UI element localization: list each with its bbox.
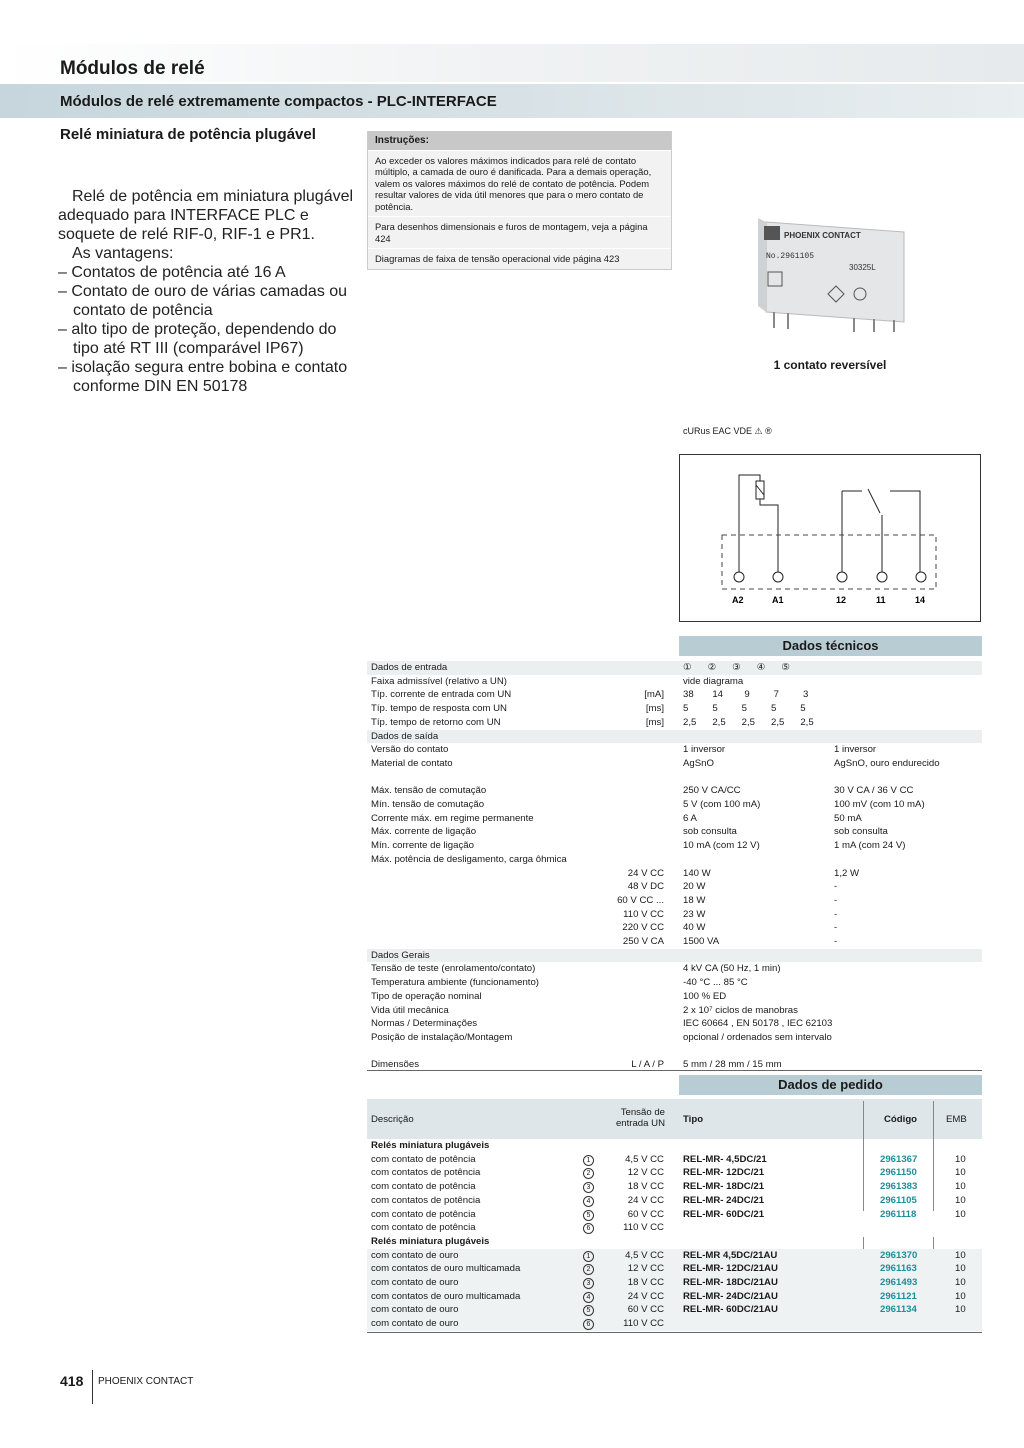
- order-voltage: 24 V CC: [627, 1290, 664, 1302]
- spec-unit: [560, 812, 664, 826]
- order-voltage: 60 V CC: [627, 1208, 664, 1220]
- spec-value-alt: 1 mA (com 24 V): [834, 840, 906, 852]
- spec-unit: 250 V CA: [622, 936, 664, 947]
- spec-unit: [560, 1031, 664, 1045]
- order-index: [583, 1317, 594, 1331]
- title-bar: [0, 44, 1024, 82]
- spec-unit: [560, 825, 664, 839]
- spec-value-alt: 100 mV (com 10 mA): [834, 799, 925, 810]
- spec-value-alt: -: [834, 922, 838, 934]
- spec-unit: [560, 798, 664, 812]
- index-circle: 2: [583, 1264, 594, 1275]
- spec-label: Dados de entrada: [371, 662, 448, 673]
- section-title: Relé miniatura de potência plugável: [60, 126, 316, 143]
- spec-unit: [mA]: [644, 689, 664, 701]
- spec-label: Máx. corrente de ligação: [371, 826, 477, 838]
- bullet: – Contato de ouro de várias camadas ou contato de potência: [58, 283, 348, 319]
- spec-value: 38 14 9 7 3: [683, 689, 809, 701]
- spec-unit: L / A / P: [631, 1059, 664, 1071]
- col-codigo: Código: [884, 1114, 918, 1125]
- order-desc: com contatos de potência: [371, 1194, 481, 1206]
- terminal-label: A2: [732, 595, 744, 605]
- order-data-header: Dados de pedido: [679, 1075, 982, 1095]
- order-emb: 10: [955, 1249, 966, 1261]
- col-voltage: Tensão de entrada UN: [615, 1107, 665, 1129]
- index-circle: 5: [583, 1305, 594, 1316]
- order-desc: com contato de ouro: [371, 1277, 459, 1288]
- spec-value-alt: 1 inversor: [834, 744, 877, 756]
- spec-label: Material de contato: [371, 757, 453, 769]
- spec-value-alt: 30 V CA / 36 V CC: [834, 785, 914, 797]
- page-subtitle: Módulos de relé extremamente compactos - PLC-INTERFACE: [60, 93, 497, 110]
- spec-value: 2 x 10⁷ ciclos de manobras: [683, 1004, 798, 1016]
- spec-value: 1 inversor: [683, 744, 726, 756]
- subtitle-bar: [0, 84, 1024, 118]
- spec-unit: [560, 1004, 664, 1018]
- section-band: [367, 949, 982, 963]
- terminal-label: 12: [836, 595, 847, 605]
- spec-label: Mín. tensão de comutação: [371, 799, 485, 810]
- index-circle: 6: [583, 1223, 594, 1234]
- order-code: 2961134: [880, 1304, 917, 1316]
- order-tipo: REL-MR 4,5DC/21AU: [683, 1249, 778, 1261]
- col-tipo: Tipo: [683, 1114, 704, 1125]
- advantages-title: As vantagens:: [72, 245, 174, 262]
- spec-label: Típ. tempo de resposta com UN: [371, 703, 507, 715]
- instruction-item: Ao exceder os valores máximos indicados para relé de contato múltiplo, a camada de ouro é danificada. Para a demais operação, valem os valores máximos do relé de contato de potência. Podem resultar valores de vida útil menores que para o mero contato de potência.: [368, 150, 671, 217]
- spec-unit: [560, 771, 664, 785]
- order-emb: 10: [955, 1304, 966, 1316]
- spec-unit: [560, 962, 664, 976]
- spec-value-alt: 50 mA: [834, 812, 862, 824]
- order-desc: com contato de ouro: [371, 1304, 459, 1316]
- order-desc: com contato de potência: [371, 1153, 476, 1165]
- order-desc: com contatos de ouro multicamada: [371, 1263, 521, 1275]
- spec-unit: 220 V CC: [622, 922, 664, 934]
- order-voltage: 4,5 V CC: [625, 1153, 664, 1165]
- order-emb: 10: [955, 1194, 966, 1206]
- spec-value: IEC 60664 , EN 50178 , IEC 62103: [683, 1018, 833, 1030]
- spec-unit: [560, 839, 664, 853]
- tech-data-header: Dados técnicos: [679, 636, 982, 656]
- order-tipo: REL-MR- 24DC/21AU: [683, 1290, 778, 1302]
- order-emb: 10: [955, 1167, 966, 1179]
- order-tipo: REL-MR- 18DC/21: [683, 1181, 765, 1193]
- index-circle: 4: [583, 1196, 594, 1207]
- order-desc: com contatos de potência: [371, 1167, 481, 1179]
- order-index: [583, 1290, 594, 1304]
- spec-unit: 24 V CC: [627, 867, 664, 879]
- spec-value: sob consulta: [683, 826, 737, 838]
- index-circle: 1: [583, 1155, 594, 1166]
- order-index: [583, 1249, 594, 1263]
- spec-value: 6 A: [683, 812, 697, 824]
- spec-unit: [560, 743, 664, 757]
- order-index: [583, 1276, 594, 1290]
- order-emb: 10: [955, 1181, 966, 1193]
- relay-brand: PHOENIX CONTACT: [784, 231, 861, 240]
- spec-value: AgSnO: [683, 757, 714, 769]
- spec-label: Tipo de operação nominal: [371, 990, 482, 1002]
- terminal-label: 14: [915, 595, 926, 605]
- order-index: [583, 1221, 594, 1235]
- order-index: [583, 1166, 594, 1180]
- order-index: [583, 1180, 594, 1194]
- spec-value-alt: -: [834, 894, 838, 906]
- terminal-label: A1: [772, 595, 784, 605]
- intro-paragraph: Relé de potência em miniatura plugável adequado para INTERFACE PLC e soquete de relé RIF-0, RIF-1 e PR1.: [58, 188, 354, 243]
- order-voltage: 24 V CC: [627, 1194, 664, 1206]
- spec-unit: [560, 730, 664, 744]
- spec-value: 23 W: [683, 908, 706, 920]
- bullet: – isolação segura entre bobina e contato conforme DIN EN 50178: [58, 359, 348, 395]
- order-code: 2961105: [880, 1194, 917, 1206]
- order-voltage: 4,5 V CC: [625, 1249, 664, 1261]
- spec-label: Vida útil mecânica: [371, 1004, 449, 1016]
- product-caption: 1 contato reversível: [773, 358, 887, 372]
- spec-value: 250 V CA/CC: [683, 785, 741, 797]
- spec-unit: [ms]: [645, 716, 664, 728]
- footer-divider: [92, 1370, 93, 1404]
- group-title: Relés miniatura plugáveis: [371, 1140, 490, 1151]
- group-title: Relés miniatura plugáveis: [371, 1235, 490, 1247]
- spec-unit: [560, 1017, 664, 1031]
- spec-label: Temperatura ambiente (funcionamento): [371, 977, 539, 989]
- order-tipo: REL-MR- 18DC/21AU: [683, 1277, 778, 1288]
- spec-value: vide diagrama: [683, 675, 744, 687]
- spec-value: 5 mm / 28 mm / 15 mm: [683, 1059, 782, 1071]
- order-code: 2961121: [880, 1290, 917, 1302]
- order-code: 2961118: [880, 1208, 917, 1220]
- spec-label: Dimensões: [371, 1059, 419, 1071]
- certification-icons: cURus EAC VDE ⚠ ®: [683, 426, 772, 436]
- spec-value: opcional / ordenados sem intervalo: [683, 1031, 832, 1043]
- order-table-header: [367, 1099, 982, 1139]
- footer-brand: PHOENIX CONTACT: [98, 1376, 194, 1387]
- spec-value: ① ② ③ ④ ⑤: [683, 662, 790, 673]
- relay-code: 30325L: [849, 263, 876, 272]
- spec-value: 140 W: [683, 867, 711, 879]
- spec-unit: [560, 976, 664, 990]
- order-tipo: REL-MR- 4,5DC/21: [683, 1153, 767, 1165]
- index-circle: 3: [583, 1182, 594, 1193]
- relay-photo: [754, 214, 912, 334]
- page-number: 418: [60, 1373, 84, 1389]
- order-index: [583, 1303, 594, 1317]
- spec-value: 5 V (com 100 mA): [683, 799, 761, 810]
- spec-value: 10 mA (com 12 V): [683, 840, 760, 852]
- spec-value-alt: -: [834, 936, 838, 947]
- index-circle: 4: [583, 1292, 594, 1303]
- spec-value-alt: -: [834, 908, 838, 920]
- index-circle: 1: [583, 1251, 594, 1262]
- spec-value: 2,5 2,5 2,5 2,5 2,5: [683, 716, 814, 728]
- instruction-item: Diagramas de faixa de tensão operacional vide página 423: [368, 248, 671, 269]
- bullet: – Contatos de potência até 16 A: [58, 264, 286, 281]
- spec-label: Normas / Determinações: [371, 1018, 478, 1030]
- order-voltage: 18 V CC: [627, 1277, 664, 1288]
- spec-label: Faixa admissível (relativo a UN): [371, 675, 507, 687]
- order-index: [583, 1262, 594, 1276]
- spec-unit: [560, 661, 664, 675]
- order-index: [583, 1208, 594, 1222]
- spec-label: Versão do contato: [371, 744, 449, 756]
- index-circle: 3: [583, 1278, 594, 1289]
- spec-unit: [560, 853, 664, 867]
- terminal-label: 11: [876, 595, 886, 605]
- order-code: 2961383: [880, 1181, 918, 1193]
- order-desc: com contato de ouro: [371, 1318, 459, 1330]
- section-band: [367, 661, 982, 675]
- spec-label: Máx. tensão de comutação: [371, 785, 487, 797]
- spec-label: Posição de instalação/Montagem: [371, 1031, 513, 1043]
- spec-unit: [560, 784, 664, 798]
- spec-unit: [560, 990, 664, 1004]
- index-circle: 6: [583, 1319, 594, 1330]
- bullet: – alto tipo de proteção, dependendo do tipo até RT III (comparável IP67): [58, 321, 337, 357]
- order-desc: com contato de ouro: [371, 1249, 459, 1261]
- intro-text: [58, 187, 358, 396]
- spec-value: 100 % ED: [683, 990, 727, 1002]
- order-index: [583, 1194, 594, 1208]
- spec-value: 5 5 5 5 5: [683, 703, 806, 715]
- spec-label: Tensão de teste (enrolamento/contato): [371, 963, 536, 975]
- order-voltage: 12 V CC: [627, 1263, 664, 1275]
- section-band: [367, 730, 982, 744]
- order-code: 2961150: [880, 1167, 917, 1179]
- instruction-item: Para desenhos dimensionais e furos de montagem, veja a página 424: [368, 216, 671, 248]
- spec-value: 20 W: [683, 881, 706, 893]
- spec-unit: [560, 949, 664, 963]
- order-code: 2961367: [880, 1153, 918, 1165]
- spec-unit: 48 V DC: [627, 881, 664, 893]
- spec-label: Mín. corrente de ligação: [371, 840, 474, 852]
- instructions-box: [367, 131, 672, 270]
- spec-unit: 60 V CC ...: [617, 894, 664, 906]
- spec-label: Típ. corrente de entrada com UN: [371, 689, 512, 701]
- spec-value-alt: sob consulta: [834, 826, 888, 838]
- order-tipo: REL-MR- 12DC/21AU: [683, 1263, 778, 1275]
- page-title: Módulos de relé: [60, 58, 205, 79]
- index-circle: 2: [583, 1168, 594, 1179]
- spec-value: 18 W: [683, 894, 706, 906]
- order-tipo: REL-MR- 12DC/21: [683, 1167, 765, 1179]
- spec-label: Corrente máx. em regime permanente: [371, 812, 534, 824]
- order-voltage: 18 V CC: [627, 1181, 664, 1193]
- spec-value: 4 kV CA (50 Hz, 1 min): [683, 963, 781, 975]
- spec-unit: 110 V CC: [623, 908, 664, 920]
- spec-value: 40 W: [683, 922, 706, 934]
- spec-label: Máx. potência de desligamento, carga ôhmica: [371, 853, 567, 865]
- order-tipo: REL-MR- 24DC/21: [683, 1194, 765, 1206]
- spec-unit: [560, 1045, 664, 1059]
- order-emb: 10: [955, 1263, 966, 1275]
- spec-value-alt: AgSnO, ouro endurecido: [834, 757, 940, 769]
- spec-unit: [560, 675, 664, 689]
- order-desc: com contatos de ouro multicamada: [371, 1290, 521, 1302]
- spec-unit: [560, 757, 664, 771]
- col-desc: Descrição: [371, 1114, 414, 1125]
- instructions-title: Instruções:: [368, 132, 671, 150]
- order-code: 2961163: [880, 1263, 917, 1275]
- spec-value-alt: 1,2 W: [834, 867, 860, 879]
- relay-number: No.2961105: [766, 252, 815, 261]
- order-desc: com contato de potência: [371, 1208, 476, 1220]
- order-code: 2961493: [880, 1277, 918, 1288]
- order-voltage: 60 V CC: [627, 1304, 664, 1316]
- order-desc: com contato de potência: [371, 1222, 476, 1234]
- spec-value: -40 °C ... 85 °C: [683, 977, 748, 989]
- order-emb: 10: [955, 1290, 966, 1302]
- order-desc: com contato de potência: [371, 1181, 476, 1193]
- order-voltage: 12 V CC: [627, 1167, 664, 1179]
- order-voltage: 110 V CC: [623, 1222, 664, 1234]
- order-emb: 10: [955, 1277, 966, 1288]
- order-tipo: REL-MR- 60DC/21AU: [683, 1304, 778, 1316]
- order-tipo: REL-MR- 60DC/21: [683, 1208, 765, 1220]
- col-emb: EMB: [946, 1114, 967, 1125]
- spec-label: Dados de saída: [371, 730, 439, 742]
- order-emb: 10: [955, 1208, 966, 1220]
- spec-label: Típ. tempo de retorno com UN: [371, 716, 501, 728]
- order-code: 2961370: [880, 1249, 918, 1261]
- wiring-schematic: [679, 454, 981, 622]
- index-circle: 5: [583, 1210, 594, 1221]
- spec-label: Dados Gerais: [371, 949, 430, 961]
- order-index: [583, 1153, 594, 1167]
- order-voltage: 110 V CC: [623, 1318, 664, 1330]
- spec-value: 1500 VA: [683, 936, 720, 947]
- spec-unit: [ms]: [645, 703, 664, 715]
- order-emb: 10: [955, 1153, 966, 1165]
- spec-value-alt: -: [834, 881, 838, 893]
